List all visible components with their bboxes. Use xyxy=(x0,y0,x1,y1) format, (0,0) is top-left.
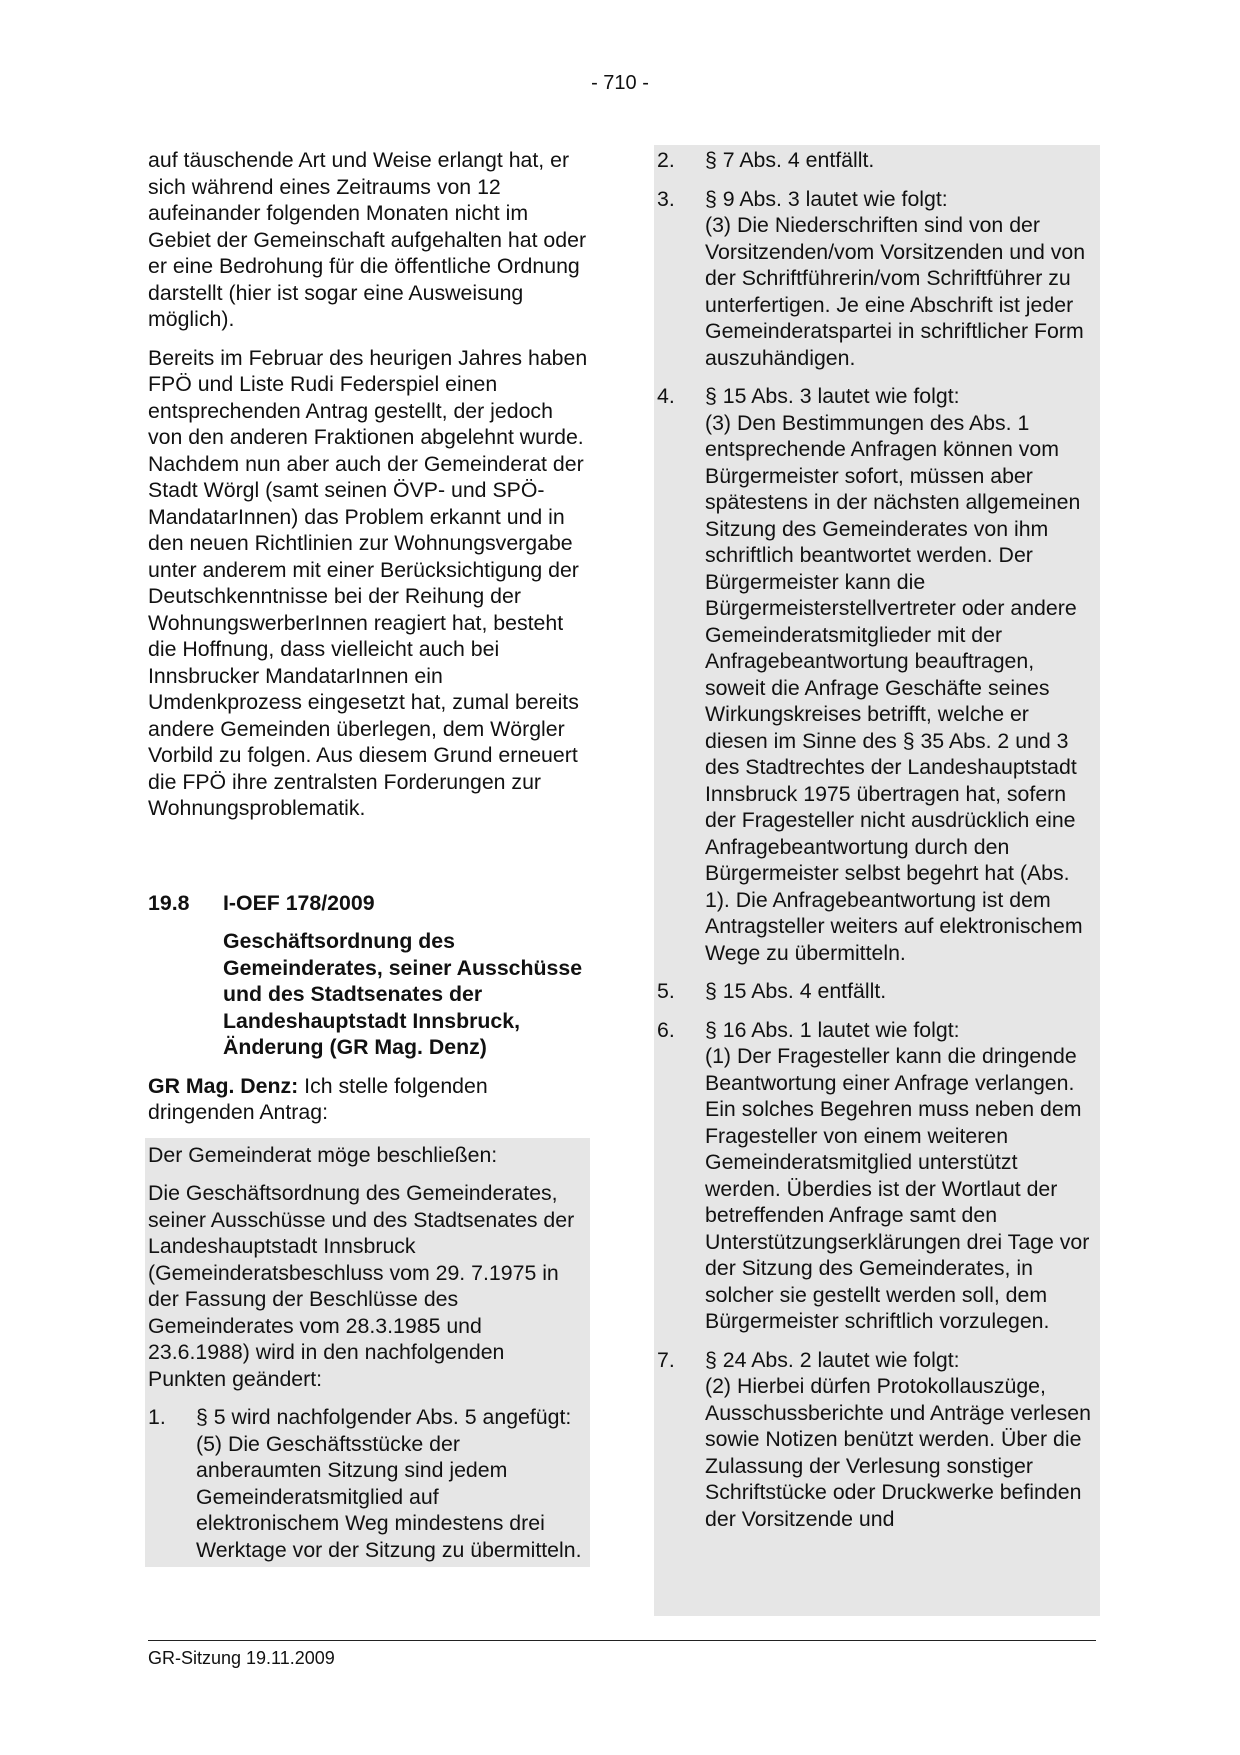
motion-item-5 xyxy=(657,978,1097,1005)
item-heading: § 16 Abs. 1 lautet wie folgt: xyxy=(705,1017,960,1042)
item-heading: § 15 Abs. 3 lautet wie folgt: xyxy=(705,384,960,408)
speaker-statement xyxy=(148,1073,588,1126)
item-text: (3) Den Bestimmungen des Abs. 1 entsprechende Anfragen können vom Bürgermeister sofort, müssen aber spätestens in der nächsten allgemeinen Sitzung des Gemeinderates von ihm schriftlich beantwortet werden. Der Bürgermeister kann die Bürgermeisterstellvertreter oder andere Gemeinderatsmitglieder mit der Anfragebeantwortung beauftragen, soweit die Anfrage Geschäfte seines Wirkungskreises betrifft, welche er diesen im Sinne des § 35 Abs. 2 und 3 des Stadtrechtes der Landeshauptstadt Innsbruck 1975 übertragen hat, sofern der Fragesteller nicht ausdrücklich eine Anfragebeantwortung durch den Bürgermeister selbst begehrt hat (Abs. 1). Die Anfragebeantwortung ist dem Antragsteller weiters auf elektronischem Wege zu übermitteln. xyxy=(705,410,1083,965)
item-number: 7. xyxy=(657,1347,675,1372)
item-number: 2. xyxy=(657,148,675,172)
motion-item-2 xyxy=(657,147,1097,174)
item-number: 5. xyxy=(657,979,675,1003)
page-number: - 710 - xyxy=(591,72,649,94)
paragraph-1: auf täuschende Art und Weise erlangt hat, er sich während eines Zeitraums von 12 aufeinander folgenden Monaten nicht im Gebiet der Gemeinschaft aufgehalten hat oder er eine Bedrohung für die öffentliche Ordnung darstellt (hier ist sogar eine Ausweisung möglich). xyxy=(148,148,587,331)
motion-text: Die Geschäftsordnung des Gemeinderates, seiner Ausschüsse und des Stadtsenates der Landeshauptstadt Innsbruck (Gemeinderatsbeschluss vom 29. 7.1975 in der Fassung der Beschlüsse des Gemeinderates vom 28.3.1985 und 23.6.1988) wird in den nachfolgenden Punkten geändert: xyxy=(148,1181,575,1391)
right-column xyxy=(657,147,1097,1544)
item-heading: § 15 Abs. 4 entfällt. xyxy=(705,979,887,1003)
item-heading: § 7 Abs. 4 entfällt. xyxy=(705,148,875,172)
paragraph-2: Bereits im Februar des heurigen Jahres haben FPÖ und Liste Rudi Federspiel einen entsprechenden Antrag gestellt, der jedoch von den anderen Fraktionen abgelehnt wurde. Nachdem nun aber auch der Gemeinderat der Stadt Wörgl (samt seinen ÖVP- und SPÖ-MandatarInnen) das Problem erkannt und in den neuen Richtlinien zur Wohnungsvergabe unter anderem mit einer Berücksichtigung der Deutschkenntnisse bei der Reihung der WohnungswerberInnen reagiert hat, besteht die Hoffnung, dass vielleicht auch bei Innsbrucker MandatarInnen ein Umdenkprozess eingesetzt hat, zumal bereits andere Gemeinden überlegen, dem Wörgler Vorbild zu folgen. Aus diesem Grund erneuert die FPÖ ihre zentralsten Forderungen zur Wohnungsproblematik. xyxy=(148,345,588,820)
section-heading xyxy=(148,890,588,917)
speaker-text: Ich stelle folgenden dringenden Antrag: xyxy=(148,1073,488,1124)
right-items xyxy=(657,147,1097,1532)
item-number: 6. xyxy=(657,1017,675,1042)
motion-intro: Der Gemeinderat möge beschließen: xyxy=(148,1142,498,1167)
item-text: (5) Die Geschäftsstücke der anberaumten Sitzung sind jedem Gemeinderatsmitglied auf elektronischem Weg mindestens drei Werktage vor der Sitzung zu übermitteln. xyxy=(196,1431,582,1562)
motion-item-4 xyxy=(657,383,1097,966)
footer-text: GR-Sitzung 19.11.2009 xyxy=(148,1648,335,1668)
motion-item-6 xyxy=(657,1017,1097,1335)
motion-box xyxy=(145,1138,590,1568)
section-number: 19.8 xyxy=(148,890,190,915)
speaker-name: GR Mag. Denz: xyxy=(148,1073,299,1098)
item-heading: § 24 Abs. 2 lautet wie folgt: xyxy=(705,1347,960,1372)
motion-item-3 xyxy=(657,186,1097,372)
motion-item-1 xyxy=(148,1404,587,1563)
item-text: (3) Die Niederschriften sind von der Vorsitzenden/vom Vorsitzenden und von der Schriftführerin/vom Schriftführer zu unterfertigen. Je eine Abschrift ist jeder Gemeinderatspartei in schriftlicher Form auszuhändigen. xyxy=(705,213,1086,370)
item-number: 1. xyxy=(148,1405,166,1429)
section-code: I-OEF 178/2009 xyxy=(223,890,375,915)
item-heading: § 5 wird nachfolgender Abs. 5 angefügt: xyxy=(196,1405,572,1429)
footer-rule xyxy=(148,1640,1096,1641)
motion-item-7 xyxy=(657,1347,1097,1533)
section-title: Geschäftsordnung des Gemeinderates, seiner Ausschüsse und des Stadtsenates der Landeshauptstadt Innsbruck, Änderung (GR Mag. Denz) xyxy=(223,929,583,1059)
item-number: 4. xyxy=(657,384,675,408)
item-heading: § 9 Abs. 3 lautet wie folgt: xyxy=(705,186,948,211)
item-text: (2) Hierbei dürfen Protokollauszüge, Ausschussberichte und Anträge verlesen sowie Notizen benützt werden. Über die Zulassung der Verlesung sonstiger Schriftstücke oder Druckwerke befinden der Vorsitzende und xyxy=(705,1374,1091,1531)
item-number: 3. xyxy=(657,186,675,211)
item-text: (1) Der Fragesteller kann die dringende Beantwortung einer Anfrage verlangen. Ein solches Begehren muss neben dem Fragesteller von einem weiteren Gemeinderatsmitglied unterstützt werden. Überdies ist der Wortlaut der betreffenden Anfrage samt den Unterstützungserklärungen drei Tage vor der Sitzung des Gemeinderates, in solcher sie gestellt werden soll, dem Bürgermeister schriftlich vorzulegen. xyxy=(705,1044,1090,1333)
left-column xyxy=(148,147,588,1567)
